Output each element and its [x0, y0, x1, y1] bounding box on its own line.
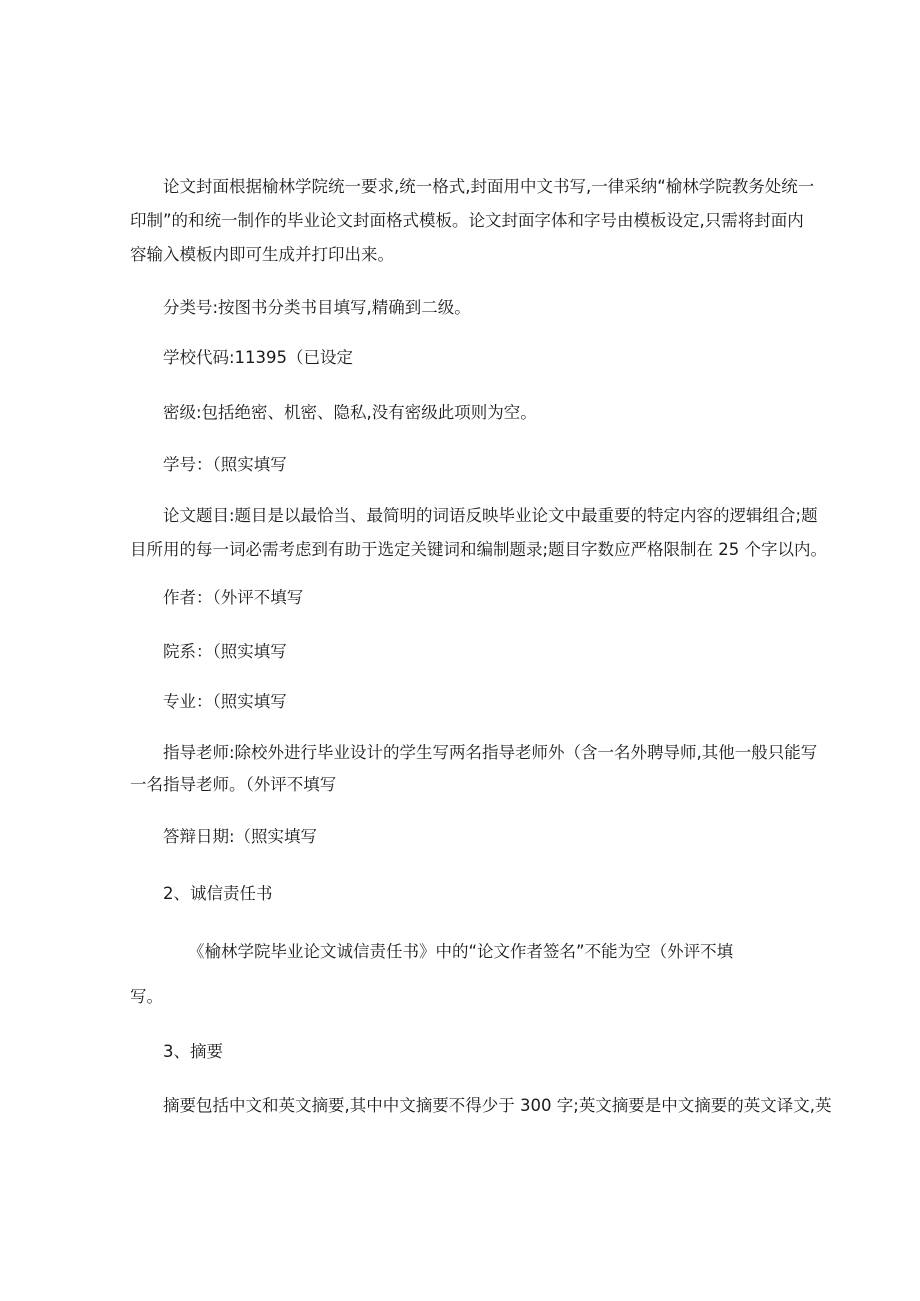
- school-code-line: 学校代码:11395（已设定: [163, 348, 354, 367]
- department-line: 院系：（照实填写: [163, 642, 287, 661]
- advisor-line-2: 一名指导老师。（外评不填写: [130, 775, 337, 794]
- classification-line: 分类号:按图书分类书目填写,精确到二级。: [163, 298, 471, 317]
- author-line: 作者：（外评不填写: [163, 588, 304, 607]
- secret-level-line: 密级:包括绝密、机密、隐私,没有密级此项则为空。: [163, 403, 537, 422]
- integrity-line-2: 写。: [130, 987, 163, 1006]
- title-para-line-2: 目所用的每一词必需考虑到有助于选定关键词和编制题录;题目字数应严格限制在 25 个字以内。: [130, 540, 828, 559]
- student-id-line: 学号：（照实填写: [163, 455, 287, 474]
- cover-para-line-1: 论文封面根据榆林学院统一要求,统一格式,封面用中文书写,一律采纳“榆林学院教务处统一: [163, 177, 815, 196]
- major-line: 专业：（照实填写: [163, 692, 287, 711]
- defense-date-line: 答辩日期:（照实填写: [163, 827, 318, 846]
- section-2-heading: 2、诚信责任书: [163, 884, 273, 903]
- cover-para-line-2: 印制”的和统一制作的毕业论文封面格式模板。论文封面字体和字号由模板设定,只需将封面内: [130, 211, 804, 230]
- integrity-line-1: 《榆林学院毕业论文诚信责任书》中的“论文作者签名”不能为空（外评不填: [188, 942, 734, 961]
- section-3-heading: 3、摘要: [163, 1042, 223, 1061]
- abstract-line-1: 摘要包括中文和英文摘要,其中中文摘要不得少于 300 字;英文摘要是中文摘要的英文译文,英: [163, 1096, 832, 1115]
- title-para-line-1: 论文题目:题目是以最恰当、最简明的词语反映毕业论文中最重要的特定内容的逻辑组合;题: [163, 506, 818, 525]
- cover-para-line-3: 容输入模板内即可生成并打印出来。: [130, 245, 394, 264]
- advisor-line-1: 指导老师:除校外进行毕业设计的学生写两名指导老师外（含一名外聘导师,其他一般只能写: [163, 743, 818, 762]
